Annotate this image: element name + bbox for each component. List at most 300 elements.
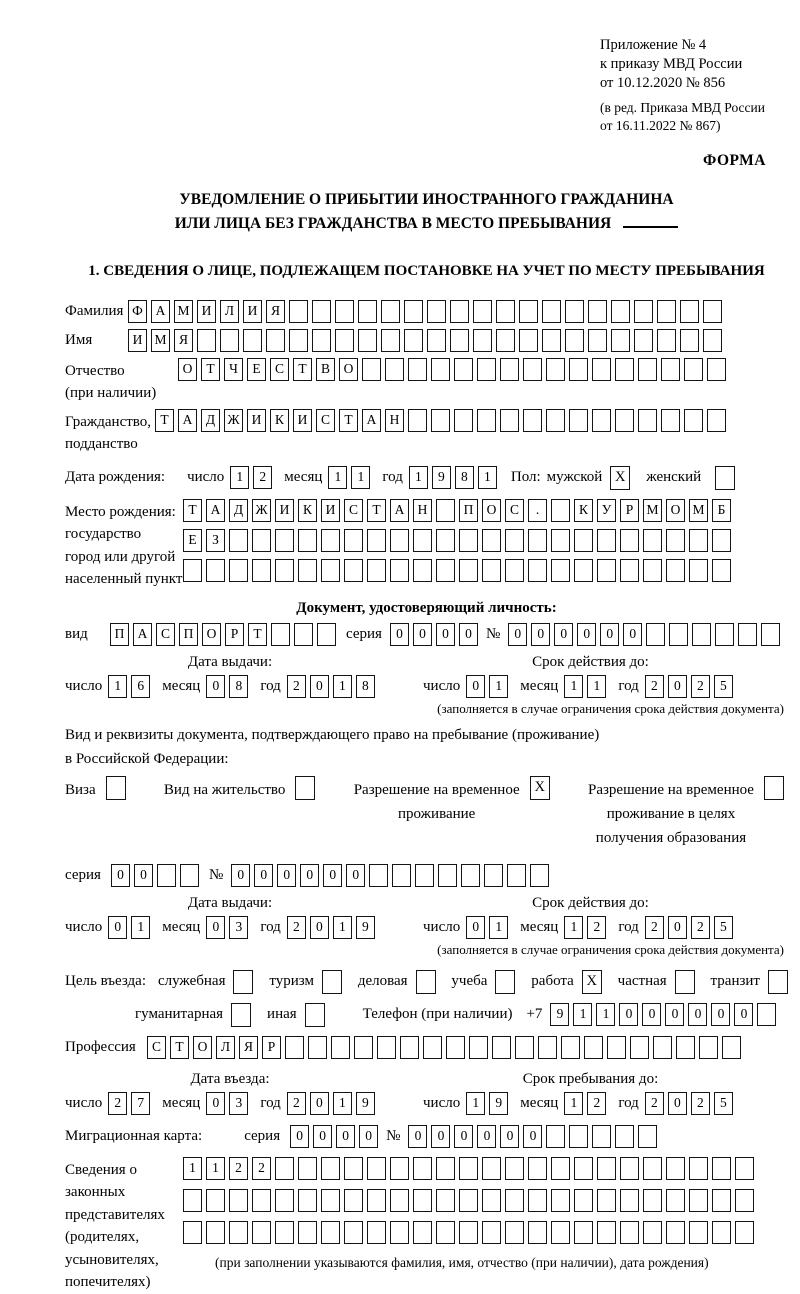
- empty-cell[interactable]: [431, 358, 450, 381]
- empty-cell[interactable]: [404, 329, 423, 352]
- filled-cell[interactable]: 0: [665, 1003, 684, 1026]
- filled-cell[interactable]: С: [156, 623, 175, 646]
- filled-cell[interactable]: 0: [734, 1003, 753, 1026]
- filled-cell[interactable]: 1: [230, 466, 249, 489]
- empty-cell[interactable]: [597, 1221, 616, 1244]
- empty-cell[interactable]: [484, 864, 503, 887]
- empty-cell[interactable]: [735, 1221, 754, 1244]
- empty-cell[interactable]: [459, 1189, 478, 1212]
- empty-cell[interactable]: [689, 1221, 708, 1244]
- filled-cell[interactable]: 0: [466, 675, 485, 698]
- filled-cell[interactable]: 1: [409, 466, 428, 489]
- empty-cell[interactable]: [229, 1221, 248, 1244]
- filled-cell[interactable]: Е: [183, 529, 202, 552]
- filled-cell[interactable]: 0: [206, 675, 225, 698]
- empty-cell[interactable]: [252, 1221, 271, 1244]
- empty-cell[interactable]: [482, 529, 501, 552]
- empty-cell[interactable]: [505, 1157, 524, 1180]
- empty-cell[interactable]: [680, 300, 699, 323]
- empty-cell[interactable]: [408, 358, 427, 381]
- empty-cell[interactable]: [615, 1125, 634, 1148]
- empty-cell[interactable]: [574, 1189, 593, 1212]
- empty-cell[interactable]: [275, 1157, 294, 1180]
- empty-cell[interactable]: [699, 1036, 718, 1059]
- empty-cell[interactable]: [431, 409, 450, 432]
- empty-cell[interactable]: [735, 1189, 754, 1212]
- filled-cell[interactable]: В: [316, 358, 335, 381]
- filled-cell[interactable]: 1: [573, 1003, 592, 1026]
- empty-cell[interactable]: [597, 529, 616, 552]
- empty-cell[interactable]: [482, 1189, 501, 1212]
- empty-cell[interactable]: [436, 529, 455, 552]
- empty-cell[interactable]: [298, 529, 317, 552]
- filled-cell[interactable]: И: [128, 329, 147, 352]
- empty-cell[interactable]: [298, 559, 317, 582]
- empty-cell[interactable]: [561, 1036, 580, 1059]
- empty-cell[interactable]: [436, 1157, 455, 1180]
- empty-cell[interactable]: [390, 1221, 409, 1244]
- empty-cell[interactable]: [620, 559, 639, 582]
- empty-cell[interactable]: [180, 864, 199, 887]
- empty-cell[interactable]: [505, 529, 524, 552]
- empty-cell[interactable]: [530, 864, 549, 887]
- filled-cell[interactable]: Т: [339, 409, 358, 432]
- filled-cell[interactable]: Н: [413, 499, 432, 522]
- option-checkbox[interactable]: [768, 970, 788, 994]
- option-checkbox[interactable]: X: [530, 776, 550, 800]
- empty-cell[interactable]: [588, 329, 607, 352]
- filled-cell[interactable]: 5: [714, 916, 733, 939]
- empty-cell[interactable]: [689, 1189, 708, 1212]
- empty-cell[interactable]: [615, 409, 634, 432]
- empty-cell[interactable]: [653, 1036, 672, 1059]
- empty-cell[interactable]: [707, 358, 726, 381]
- filled-cell[interactable]: 0: [111, 864, 130, 887]
- filled-cell[interactable]: И: [247, 409, 266, 432]
- filled-cell[interactable]: 2: [287, 1092, 306, 1115]
- empty-cell[interactable]: [367, 1157, 386, 1180]
- empty-cell[interactable]: [285, 1036, 304, 1059]
- empty-cell[interactable]: [390, 529, 409, 552]
- filled-cell[interactable]: 2: [252, 1157, 271, 1180]
- empty-cell[interactable]: [569, 1125, 588, 1148]
- filled-cell[interactable]: 1: [564, 675, 583, 698]
- empty-cell[interactable]: [377, 1036, 396, 1059]
- option-checkbox[interactable]: [764, 776, 784, 800]
- empty-cell[interactable]: [597, 1157, 616, 1180]
- empty-cell[interactable]: [680, 329, 699, 352]
- empty-cell[interactable]: [321, 1221, 340, 1244]
- filled-cell[interactable]: 2: [229, 1157, 248, 1180]
- empty-cell[interactable]: [392, 864, 411, 887]
- empty-cell[interactable]: [436, 499, 455, 522]
- empty-cell[interactable]: [620, 1221, 639, 1244]
- filled-cell[interactable]: И: [275, 499, 294, 522]
- option-checkbox[interactable]: [231, 1003, 251, 1027]
- filled-cell[interactable]: Т: [367, 499, 386, 522]
- filled-cell[interactable]: 0: [359, 1125, 378, 1148]
- filled-cell[interactable]: Т: [183, 499, 202, 522]
- filled-cell[interactable]: 0: [310, 1092, 329, 1115]
- empty-cell[interactable]: [229, 1189, 248, 1212]
- empty-cell[interactable]: [565, 329, 584, 352]
- empty-cell[interactable]: [183, 1189, 202, 1212]
- filled-cell[interactable]: 5: [714, 675, 733, 698]
- filled-cell[interactable]: С: [344, 499, 363, 522]
- filled-cell[interactable]: И: [197, 300, 216, 323]
- empty-cell[interactable]: [500, 409, 519, 432]
- empty-cell[interactable]: [275, 559, 294, 582]
- empty-cell[interactable]: [381, 329, 400, 352]
- empty-cell[interactable]: [344, 529, 363, 552]
- empty-cell[interactable]: [707, 409, 726, 432]
- filled-cell[interactable]: 8: [455, 466, 474, 489]
- empty-cell[interactable]: [666, 1221, 685, 1244]
- filled-cell[interactable]: 0: [466, 916, 485, 939]
- filled-cell[interactable]: Ж: [252, 499, 271, 522]
- filled-cell[interactable]: 1: [489, 675, 508, 698]
- empty-cell[interactable]: [459, 1221, 478, 1244]
- filled-cell[interactable]: 5: [714, 1092, 733, 1115]
- empty-cell[interactable]: [243, 329, 262, 352]
- option-checkbox[interactable]: [495, 970, 515, 994]
- empty-cell[interactable]: [413, 559, 432, 582]
- empty-cell[interactable]: [415, 864, 434, 887]
- filled-cell[interactable]: 0: [459, 623, 478, 646]
- empty-cell[interactable]: [638, 409, 657, 432]
- filled-cell[interactable]: 0: [206, 916, 225, 939]
- filled-cell[interactable]: 0: [346, 864, 365, 887]
- empty-cell[interactable]: [157, 864, 176, 887]
- filled-cell[interactable]: 0: [336, 1125, 355, 1148]
- empty-cell[interactable]: [446, 1036, 465, 1059]
- filled-cell[interactable]: Р: [225, 623, 244, 646]
- empty-cell[interactable]: [592, 409, 611, 432]
- filled-cell[interactable]: 1: [478, 466, 497, 489]
- empty-cell[interactable]: [615, 358, 634, 381]
- filled-cell[interactable]: 1: [587, 675, 606, 698]
- filled-cell[interactable]: Т: [201, 358, 220, 381]
- filled-cell[interactable]: 2: [587, 916, 606, 939]
- empty-cell[interactable]: [666, 529, 685, 552]
- filled-cell[interactable]: С: [147, 1036, 166, 1059]
- empty-cell[interactable]: [482, 1157, 501, 1180]
- empty-cell[interactable]: [574, 529, 593, 552]
- empty-cell[interactable]: [298, 1221, 317, 1244]
- empty-cell[interactable]: [592, 1125, 611, 1148]
- empty-cell[interactable]: [569, 409, 588, 432]
- filled-cell[interactable]: 9: [550, 1003, 569, 1026]
- filled-cell[interactable]: 1: [466, 1092, 485, 1115]
- filled-cell[interactable]: 2: [645, 675, 664, 698]
- empty-cell[interactable]: [358, 329, 377, 352]
- filled-cell[interactable]: И: [293, 409, 312, 432]
- filled-cell[interactable]: 8: [356, 675, 375, 698]
- empty-cell[interactable]: [289, 300, 308, 323]
- empty-cell[interactable]: [390, 559, 409, 582]
- empty-cell[interactable]: [607, 1036, 626, 1059]
- empty-cell[interactable]: [620, 1157, 639, 1180]
- empty-cell[interactable]: [588, 300, 607, 323]
- filled-cell[interactable]: Л: [216, 1036, 235, 1059]
- filled-cell[interactable]: 3: [229, 1092, 248, 1115]
- empty-cell[interactable]: [229, 559, 248, 582]
- filled-cell[interactable]: А: [206, 499, 225, 522]
- empty-cell[interactable]: [321, 559, 340, 582]
- empty-cell[interactable]: [335, 329, 354, 352]
- filled-cell[interactable]: М: [689, 499, 708, 522]
- empty-cell[interactable]: [438, 864, 457, 887]
- empty-cell[interactable]: [620, 1189, 639, 1212]
- filled-cell[interactable]: 9: [432, 466, 451, 489]
- filled-cell[interactable]: К: [574, 499, 593, 522]
- empty-cell[interactable]: [312, 300, 331, 323]
- empty-cell[interactable]: [689, 529, 708, 552]
- empty-cell[interactable]: [611, 329, 630, 352]
- empty-cell[interactable]: [676, 1036, 695, 1059]
- empty-cell[interactable]: [344, 559, 363, 582]
- filled-cell[interactable]: Б: [712, 499, 731, 522]
- empty-cell[interactable]: [515, 1036, 534, 1059]
- empty-cell[interactable]: [385, 358, 404, 381]
- filled-cell[interactable]: 0: [454, 1125, 473, 1148]
- empty-cell[interactable]: [477, 358, 496, 381]
- empty-cell[interactable]: [427, 329, 446, 352]
- empty-cell[interactable]: [551, 1157, 570, 1180]
- empty-cell[interactable]: [551, 1189, 570, 1212]
- filled-cell[interactable]: М: [643, 499, 662, 522]
- empty-cell[interactable]: [712, 529, 731, 552]
- empty-cell[interactable]: [321, 1157, 340, 1180]
- filled-cell[interactable]: 1: [333, 916, 352, 939]
- empty-cell[interactable]: [197, 329, 216, 352]
- empty-cell[interactable]: [404, 300, 423, 323]
- filled-cell[interactable]: 8: [229, 675, 248, 698]
- empty-cell[interactable]: [477, 409, 496, 432]
- filled-cell[interactable]: 1: [206, 1157, 225, 1180]
- filled-cell[interactable]: 0: [668, 675, 687, 698]
- empty-cell[interactable]: [703, 300, 722, 323]
- empty-cell[interactable]: [574, 1221, 593, 1244]
- empty-cell[interactable]: [712, 1189, 731, 1212]
- empty-cell[interactable]: [354, 1036, 373, 1059]
- empty-cell[interactable]: [738, 623, 757, 646]
- empty-cell[interactable]: [684, 358, 703, 381]
- empty-cell[interactable]: [703, 329, 722, 352]
- filled-cell[interactable]: Ч: [224, 358, 243, 381]
- empty-cell[interactable]: [423, 1036, 442, 1059]
- filled-cell[interactable]: О: [666, 499, 685, 522]
- filled-cell[interactable]: 0: [523, 1125, 542, 1148]
- filled-cell[interactable]: Т: [155, 409, 174, 432]
- filled-cell[interactable]: О: [178, 358, 197, 381]
- filled-cell[interactable]: О: [193, 1036, 212, 1059]
- filled-cell[interactable]: 1: [183, 1157, 202, 1180]
- empty-cell[interactable]: [712, 1157, 731, 1180]
- empty-cell[interactable]: [252, 1189, 271, 1212]
- empty-cell[interactable]: [390, 1157, 409, 1180]
- filled-cell[interactable]: Т: [293, 358, 312, 381]
- empty-cell[interactable]: [496, 329, 515, 352]
- empty-cell[interactable]: [630, 1036, 649, 1059]
- empty-cell[interactable]: [657, 300, 676, 323]
- empty-cell[interactable]: [523, 358, 542, 381]
- empty-cell[interactable]: [400, 1036, 419, 1059]
- empty-cell[interactable]: [638, 358, 657, 381]
- empty-cell[interactable]: [436, 1221, 455, 1244]
- empty-cell[interactable]: [620, 529, 639, 552]
- empty-cell[interactable]: [271, 623, 290, 646]
- filled-cell[interactable]: А: [390, 499, 409, 522]
- empty-cell[interactable]: [638, 1125, 657, 1148]
- empty-cell[interactable]: [689, 1157, 708, 1180]
- empty-cell[interactable]: [528, 1189, 547, 1212]
- filled-cell[interactable]: 0: [277, 864, 296, 887]
- empty-cell[interactable]: [528, 1157, 547, 1180]
- empty-cell[interactable]: [661, 409, 680, 432]
- empty-cell[interactable]: [496, 300, 515, 323]
- empty-cell[interactable]: [344, 1157, 363, 1180]
- empty-cell[interactable]: [542, 300, 561, 323]
- filled-cell[interactable]: 1: [333, 1092, 352, 1115]
- filled-cell[interactable]: 0: [554, 623, 573, 646]
- empty-cell[interactable]: [597, 1189, 616, 1212]
- empty-cell[interactable]: [661, 358, 680, 381]
- empty-cell[interactable]: [722, 1036, 741, 1059]
- empty-cell[interactable]: [492, 1036, 511, 1059]
- empty-cell[interactable]: [505, 1221, 524, 1244]
- empty-cell[interactable]: [519, 329, 538, 352]
- filled-cell[interactable]: 7: [131, 1092, 150, 1115]
- filled-cell[interactable]: 1: [108, 675, 127, 698]
- empty-cell[interactable]: [666, 1189, 685, 1212]
- empty-cell[interactable]: [669, 623, 688, 646]
- empty-cell[interactable]: [367, 559, 386, 582]
- option-checkbox[interactable]: [233, 970, 253, 994]
- empty-cell[interactable]: [321, 1189, 340, 1212]
- filled-cell[interactable]: М: [151, 329, 170, 352]
- empty-cell[interactable]: [367, 1189, 386, 1212]
- empty-cell[interactable]: [275, 529, 294, 552]
- filled-cell[interactable]: К: [298, 499, 317, 522]
- empty-cell[interactable]: [344, 1221, 363, 1244]
- filled-cell[interactable]: 6: [131, 675, 150, 698]
- empty-cell[interactable]: [523, 409, 542, 432]
- filled-cell[interactable]: 2: [253, 466, 272, 489]
- filled-cell[interactable]: 0: [577, 623, 596, 646]
- empty-cell[interactable]: [551, 499, 570, 522]
- empty-cell[interactable]: [519, 300, 538, 323]
- filled-cell[interactable]: .: [528, 499, 547, 522]
- empty-cell[interactable]: [500, 358, 519, 381]
- filled-cell[interactable]: 0: [688, 1003, 707, 1026]
- empty-cell[interactable]: [252, 529, 271, 552]
- empty-cell[interactable]: [643, 1221, 662, 1244]
- filled-cell[interactable]: 0: [300, 864, 319, 887]
- empty-cell[interactable]: [507, 864, 526, 887]
- empty-cell[interactable]: [611, 300, 630, 323]
- empty-cell[interactable]: [569, 358, 588, 381]
- filled-cell[interactable]: И: [321, 499, 340, 522]
- empty-cell[interactable]: [551, 1221, 570, 1244]
- empty-cell[interactable]: [367, 1221, 386, 1244]
- empty-cell[interactable]: [482, 559, 501, 582]
- empty-cell[interactable]: [735, 1157, 754, 1180]
- filled-cell[interactable]: Е: [247, 358, 266, 381]
- empty-cell[interactable]: [505, 559, 524, 582]
- filled-cell[interactable]: А: [151, 300, 170, 323]
- empty-cell[interactable]: [546, 409, 565, 432]
- empty-cell[interactable]: [634, 329, 653, 352]
- option-checkbox[interactable]: [416, 970, 436, 994]
- empty-cell[interactable]: [546, 1125, 565, 1148]
- filled-cell[interactable]: 2: [587, 1092, 606, 1115]
- empty-cell[interactable]: [358, 300, 377, 323]
- filled-cell[interactable]: Я: [239, 1036, 258, 1059]
- empty-cell[interactable]: [551, 529, 570, 552]
- empty-cell[interactable]: [344, 1189, 363, 1212]
- empty-cell[interactable]: [712, 1221, 731, 1244]
- empty-cell[interactable]: [574, 559, 593, 582]
- empty-cell[interactable]: [321, 529, 340, 552]
- filled-cell[interactable]: П: [110, 623, 129, 646]
- empty-cell[interactable]: [473, 300, 492, 323]
- empty-cell[interactable]: [413, 529, 432, 552]
- empty-cell[interactable]: [266, 329, 285, 352]
- filled-cell[interactable]: 0: [642, 1003, 661, 1026]
- empty-cell[interactable]: [597, 559, 616, 582]
- empty-cell[interactable]: [574, 1157, 593, 1180]
- empty-cell[interactable]: [461, 864, 480, 887]
- filled-cell[interactable]: 0: [477, 1125, 496, 1148]
- filled-cell[interactable]: 2: [645, 1092, 664, 1115]
- filled-cell[interactable]: С: [316, 409, 335, 432]
- filled-cell[interactable]: 1: [131, 916, 150, 939]
- filled-cell[interactable]: У: [597, 499, 616, 522]
- option-checkbox[interactable]: X: [582, 970, 602, 994]
- empty-cell[interactable]: [666, 1157, 685, 1180]
- empty-cell[interactable]: [436, 1189, 455, 1212]
- empty-cell[interactable]: [715, 623, 734, 646]
- filled-cell[interactable]: 1: [564, 1092, 583, 1115]
- filled-cell[interactable]: 0: [600, 623, 619, 646]
- empty-cell[interactable]: [275, 1189, 294, 1212]
- empty-cell[interactable]: [505, 1189, 524, 1212]
- empty-cell[interactable]: [408, 409, 427, 432]
- empty-cell[interactable]: [362, 358, 381, 381]
- empty-cell[interactable]: [427, 300, 446, 323]
- option-checkbox[interactable]: [675, 970, 695, 994]
- filled-cell[interactable]: С: [270, 358, 289, 381]
- filled-cell[interactable]: Р: [262, 1036, 281, 1059]
- filled-cell[interactable]: 0: [206, 1092, 225, 1115]
- empty-cell[interactable]: [367, 529, 386, 552]
- filled-cell[interactable]: И: [243, 300, 262, 323]
- empty-cell[interactable]: [692, 623, 711, 646]
- filled-cell[interactable]: 0: [711, 1003, 730, 1026]
- empty-cell[interactable]: [369, 864, 388, 887]
- filled-cell[interactable]: 9: [489, 1092, 508, 1115]
- empty-cell[interactable]: [469, 1036, 488, 1059]
- empty-cell[interactable]: [229, 529, 248, 552]
- filled-cell[interactable]: А: [362, 409, 381, 432]
- empty-cell[interactable]: [757, 1003, 776, 1026]
- empty-cell[interactable]: [206, 1189, 225, 1212]
- empty-cell[interactable]: [312, 329, 331, 352]
- filled-cell[interactable]: 1: [489, 916, 508, 939]
- filled-cell[interactable]: 0: [623, 623, 642, 646]
- filled-cell[interactable]: 0: [531, 623, 550, 646]
